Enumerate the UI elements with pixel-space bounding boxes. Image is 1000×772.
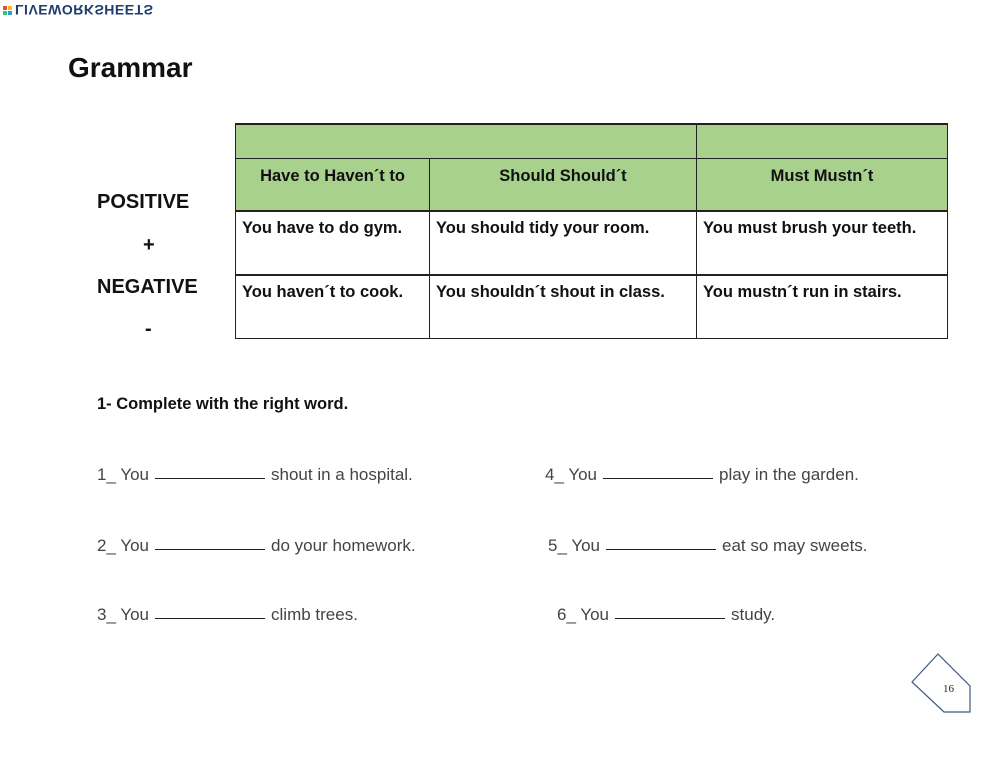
page-title: Grammar [68,52,193,83]
exercise-instruction: 1- Complete with the right word. [97,395,349,413]
table-cell: You shouldn´t shout in class. [430,275,697,339]
item-prefix: 3_ You [97,605,150,624]
item-suffix: play in the garden. [719,465,859,484]
item-prefix: 1_ You [97,465,150,484]
header-have-to: Have to Haven´t to [236,159,430,211]
table-cell: You mustn´t run in stairs. [697,275,948,339]
exercise-item-4 [545,465,859,485]
table-band-cell [236,124,697,159]
answer-blank-6[interactable] [615,617,725,619]
logo-squares-icon [3,6,12,15]
page-badge-icon [910,652,974,714]
minus-sign: - [145,318,152,340]
item-prefix: 5_ You [548,536,601,555]
header-should: Should Should´t [430,159,697,211]
answer-blank-4[interactable] [603,477,713,479]
item-suffix: shout in a hospital. [271,465,413,484]
item-suffix: eat so may sweets. [722,536,868,555]
answer-blank-5[interactable] [606,548,716,550]
item-suffix: do your homework. [271,536,416,555]
table-band-cell [697,124,948,159]
grammar-table [235,123,948,339]
item-suffix: study. [731,605,776,624]
answer-blank-3[interactable] [155,617,265,619]
item-prefix: 4_ You [545,465,598,484]
positive-label: POSITIVE [97,191,190,213]
page-number: 16 [943,683,954,695]
table-row-negative [236,275,948,339]
exercise-item-5 [548,536,868,556]
item-suffix: climb trees. [271,605,358,624]
liveworksheets-logo[interactable] [3,2,153,18]
answer-blank-1[interactable] [155,477,265,479]
header-must: Must Mustn´t [697,159,948,211]
exercise-item-2 [97,536,416,556]
exercise-item-6 [557,605,775,625]
exercise-item-1 [97,465,413,485]
exercise-item-3 [97,605,358,625]
plus-sign: + [143,234,155,256]
table-cell: You have to do gym. [236,211,430,275]
table-row-positive [236,211,948,275]
table-cell: You haven´t to cook. [236,275,430,339]
negative-label: NEGATIVE [97,276,198,298]
table-cell: You should tidy your room. [430,211,697,275]
table-cell: You must brush your teeth. [697,211,948,275]
table-top-band [236,124,948,159]
logo-text: LIVEWORKSHEETS [15,2,154,18]
item-prefix: 2_ You [97,536,150,555]
table-header-row [236,159,948,211]
answer-blank-2[interactable] [155,548,265,550]
item-prefix: 6_ You [557,605,610,624]
